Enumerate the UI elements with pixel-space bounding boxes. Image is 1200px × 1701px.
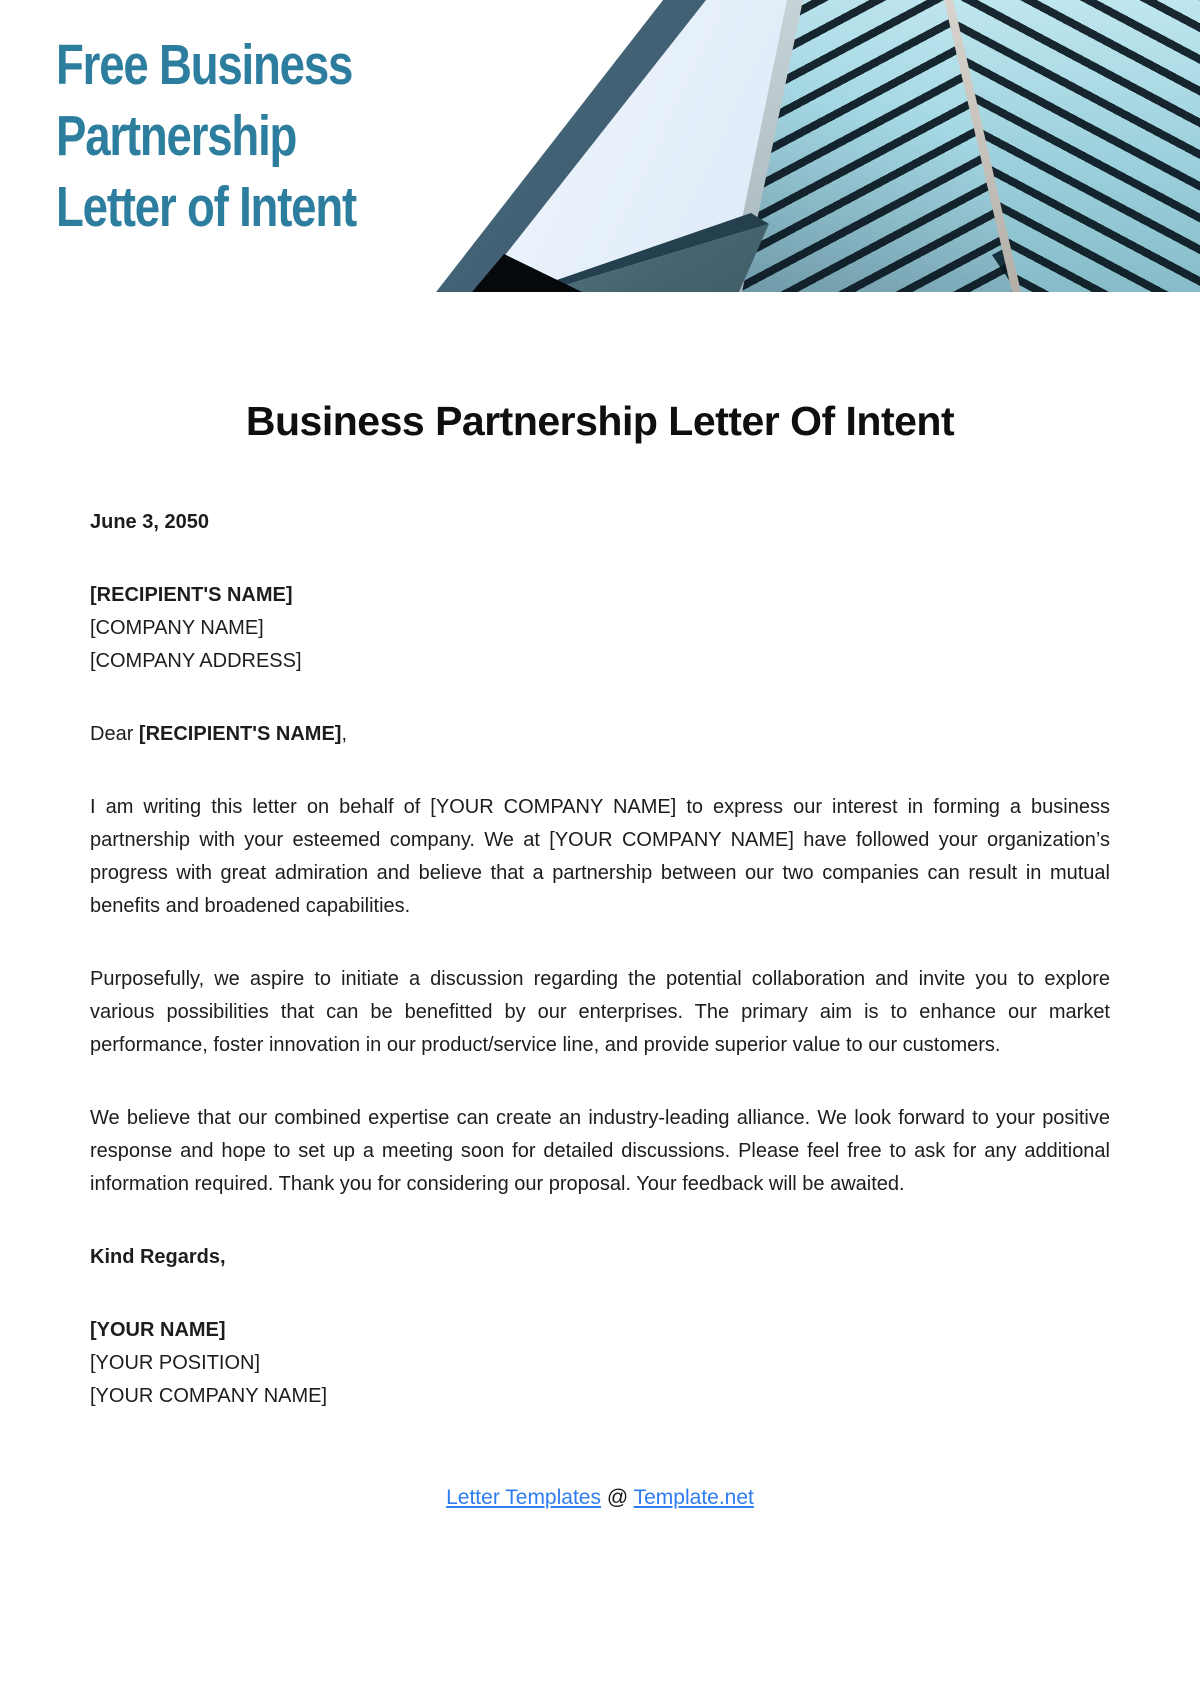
body-paragraph-2: Purposefully, we aspire to initiate a discussion regarding the potential collaboration and invite you to explore various possibilities that can be benefitted by our enterprises. The primary aim is to enhance our market performance, foster innovation in our product/service line, and provide superior value to our customers. <box>90 968 1110 1056</box>
salutation <box>90 718 1110 751</box>
letter-date: June 3, 2050 <box>90 511 209 533</box>
banner-title <box>56 30 356 243</box>
body-paragraph-1: I am writing this letter on behalf of [YOUR COMPANY NAME] to express our interest in forming a business partnership with your esteemed company. We at [YOUR COMPANY NAME] have followed your organization’s progress with great admiration and believe that a partnership between our two companies can result in mutual benefits and broadened capabilities. <box>90 796 1110 917</box>
letter-content <box>0 396 1200 1513</box>
recipient-block <box>90 579 1110 678</box>
closing-line: Kind Regards, <box>90 1246 226 1268</box>
sender-company-placeholder: [YOUR COMPANY NAME] <box>90 1385 328 1407</box>
salutation-name-placeholder: [RECIPIENT'S NAME] <box>138 723 342 745</box>
footer-attribution <box>90 1483 1110 1513</box>
sender-name-placeholder: [YOUR NAME] <box>90 1319 226 1341</box>
salutation-suffix: , <box>341 723 348 745</box>
signature-block <box>90 1314 1110 1413</box>
banner-line-3: Letter of Intent <box>56 175 356 239</box>
footer-at-separator: @ <box>606 1486 629 1509</box>
page-title: Business Partnership Letter Of Intent <box>245 398 955 444</box>
body-paragraph-3: We believe that our combined expertise can create an industry-leading alliance. We look forward to your positive response and hope to set up a meeting soon for detailed discussions. Please feel free to ask for any additional information required. Thank you for considering our proposal. Your feedback will be awaited. <box>90 1107 1110 1195</box>
building-photo <box>436 0 1200 292</box>
hero-header <box>0 0 1200 292</box>
recipient-company-placeholder: [COMPANY NAME] <box>90 617 264 639</box>
letter-templates-link[interactable]: Letter Templates <box>446 1486 601 1509</box>
recipient-name-placeholder: [RECIPIENT'S NAME] <box>90 584 293 606</box>
banner-line-2: Partnership <box>56 104 297 168</box>
salutation-prefix: Dear <box>90 723 139 745</box>
template-net-link[interactable]: Template.net <box>633 1486 754 1509</box>
recipient-address-placeholder: [COMPANY ADDRESS] <box>90 650 302 672</box>
banner-line-1: Free Business <box>56 33 353 97</box>
sender-position-placeholder: [YOUR POSITION] <box>90 1352 261 1374</box>
